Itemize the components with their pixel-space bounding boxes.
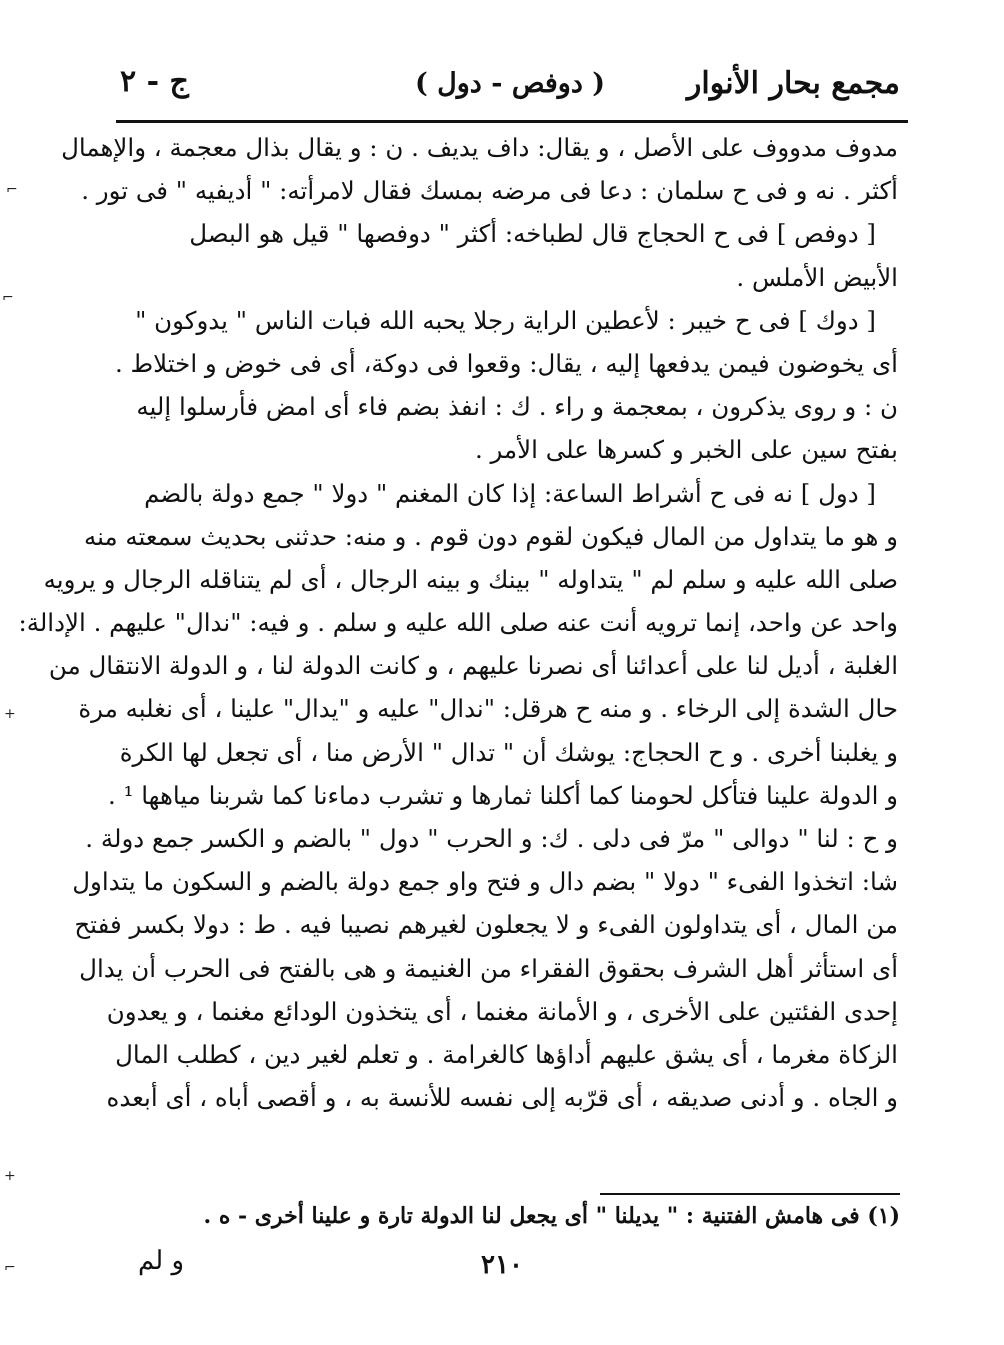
- margin-mark: ⌐: [4, 1260, 16, 1276]
- text-line: من المال ، أى يتداولون الفىء و لا يجعلون لغيرهم نصيبا فيه . ط : دولا بكسر ففتح: [74, 910, 898, 940]
- header-rule: [116, 120, 908, 123]
- margin-mark: ⌐: [2, 290, 14, 306]
- text-line: بفتح سين على الخبر و كسرها على الأمر .: [474, 435, 898, 465]
- margin-mark: +: [4, 706, 16, 722]
- text-line: ن : و روى يذكرون ، بمعجمة و راء . ك : انفذ بضم فاء أى امض فأرسلوا إليه: [136, 392, 898, 422]
- text-line: إحدى الفئتين على الأخرى ، و الأمانة مغنما ، أى يتخذون الودائع مغنما ، و يعدون: [106, 996, 898, 1026]
- page-number: ٢١٠: [481, 1250, 523, 1280]
- book-title: مجمع بحار الأنوار: [686, 66, 900, 101]
- text-line: واحد عن واحد، إنما ترويه أنت عنه صلى الله عليه و سلم . و فيه: "ندال" عليهم . الإدالة:: [18, 608, 898, 638]
- main-text: [18, 126, 898, 1119]
- text-line: أكثر . نه و فى ح سلمان : دعا فى مرضه بمسك فقال لامرأته: " أديفيه " فى تور .: [81, 176, 898, 206]
- text-line: الأبيض الأملس .: [736, 262, 898, 292]
- text-line: الغلبة ، أديل لنا على أعدائنا أى نصرنا عليهم ، و كانت الدولة لنا ، و الدولة الانتقال من: [48, 651, 898, 681]
- text-line: و الدولة علينا فتأكل لحومنا كما أكلنا ثمارها و تشرب دماءنا كما شربنا مياهها ¹ .: [108, 780, 898, 810]
- text-line: حال الشدة إلى الرخاء . و منه ح هرقل: "ندال" عليه و "يدال" علينا ، أى نغلبه مرة: [78, 694, 898, 724]
- text-line: مدوف مدووف على الأصل ، و يقال: داف يديف . ن : و يقال بذال معجمة ، والإهمال: [61, 133, 898, 162]
- text-line: [ دوك ] فى ح خيبر : لأعطين الراية رجلا يحبه الله فبات الناس " يدوكون ": [135, 305, 876, 335]
- text-line: [ دوفص ] فى ح الحجاج قال لطباخه: أكثر " دوفصها " قيل هو البصل: [189, 219, 876, 249]
- margin-mark: ⌐: [6, 182, 18, 198]
- text-line: و هو ما يتداول من المال فيكون لقوم دون قوم . و منه: حدثنى بحديث سمعته منه: [83, 521, 898, 551]
- text-line: و ح : لنا " دوالى " مرّ فى دلى . ك: و الحرب " دول " بالضم و الكسر جمع دولة .: [85, 824, 898, 853]
- running-header: [120, 62, 900, 112]
- text-line: صلى الله عليه و سلم لم " يتداوله " بينك و بينه الرجال ، أى لم يتناقله الرجال و يرويه: [43, 564, 898, 594]
- text-line: الزكاة مغرما ، أى يشق عليهم أداؤها كالغرامة . و تعلم لغير دين ، كطلب المال: [115, 1039, 898, 1069]
- margin-mark: +: [4, 1168, 16, 1184]
- text-line: شا: اتخذوا الفىء " دولا " بضم دال و فتح واو جمع دولة بالضم و السكون ما يتداول: [72, 867, 898, 897]
- text-line: و الجاه . و أدنى صديقه ، أى قرّبه إلى نفسه للأنسة به ، و أقصى أباه ، أى أبعده: [106, 1083, 898, 1113]
- text-line: [ دول ] نه فى ح أشراط الساعة: إذا كان المغنم " دولا " جمع دولة بالضم: [144, 478, 876, 508]
- text-line: أى استأثر أهل الشرف بحقوق الفقراء من الغنيمة و هى بالفتح فى الحرب أن يدال: [79, 953, 898, 983]
- catchword: و لم: [138, 1246, 185, 1276]
- text-line: أى يخوضون فيمن يدفعها إليه ، يقال: وقعوا فى دوكة، أى فى خوض و اختلاط .: [114, 348, 898, 378]
- text-line: و يغلبنا أخرى . و ح الحجاج: يوشك أن " تدال " الأرض منا ، أى تجعل لها الكرة: [119, 737, 898, 767]
- volume-number: ج - ٢: [120, 64, 189, 99]
- footnote: (١) فى هامش الفتنية : " يديلنا " أى يجعل لنا الدولة تارة و علينا أخرى - ه .: [203, 1203, 900, 1229]
- section-topic: ( دوفص - دول ): [414, 68, 606, 99]
- footnote-rule: [600, 1193, 900, 1195]
